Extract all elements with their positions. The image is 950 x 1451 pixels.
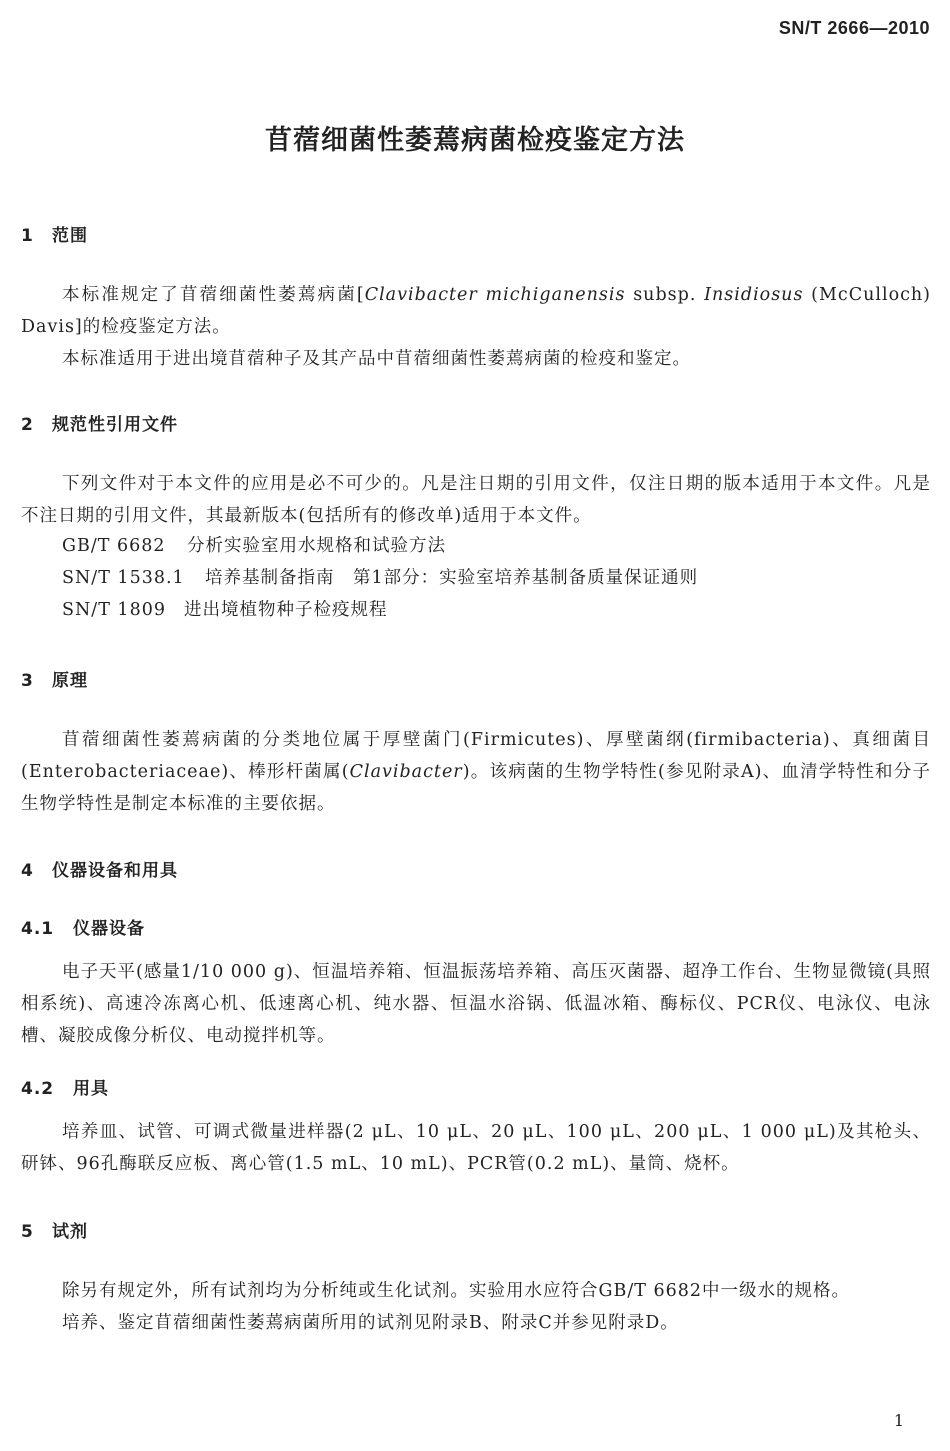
section-title: 仪器设备和用具	[52, 861, 178, 881]
genus-name: Clavibacter	[349, 762, 463, 782]
text: subsp.	[625, 285, 705, 305]
reference-title: 进出境植物种子检疫规程	[184, 600, 388, 620]
section-number: 1	[21, 226, 34, 246]
text: 苜蓿细菌性萎蔫病菌的分类地位属于厚壁菌门(Firmicutes)、厚壁菌纲(firmibacteria)、真细菌目(Enterobacteriaceae)、棒形杆菌属(	[21, 730, 931, 782]
section-2-paragraph: 下列文件对于本文件的应用是必不可少的。凡是注日期的引用文件，仅注日期的版本适用于本文件。凡是不注日期的引用文件，其最新版本(包括所有的修改单)适用于本文件。	[21, 474, 931, 526]
section-4-heading	[21, 856, 178, 881]
section-number: 4	[21, 861, 34, 881]
page-number: 1	[893, 1411, 904, 1430]
reference-code: GB/T 6682	[62, 536, 166, 556]
text: 本标准规定了苜蓿细菌性萎蔫病菌[	[62, 285, 365, 305]
section-4-1-heading	[21, 914, 145, 939]
section-title: 试剂	[52, 1222, 88, 1242]
section-4-1-paragraph: 电子天平(感量1/10 000 g)、恒温培养箱、恒温振荡培养箱、高压灭菌器、超净工作台、生物显微镜(具照相系统)、高速冷冻离心机、低速离心机、纯水器、恒温水浴锅、低温冰箱、酶标仪、PCR仪、电泳仪、电泳槽、凝胶成像分析仪、电动搅拌机等。	[21, 962, 931, 1046]
section-4-2-paragraph: 培养皿、试管、可调式微量进样器(2 μL、10 μL、20 μL、100 μL、200 μL、1 000 μL)及其枪头、研钵、96孔酶联反应板、离心管(1.5 mL、10 mL)、PCR管(0.2 mL)、量筒、烧杯。	[21, 1122, 931, 1174]
section-5-heading	[21, 1217, 88, 1242]
section-5-paragraph-1: 除另有规定外，所有试剂均为分析纯或生化试剂。实验用水应符合GB/T 6682中一级水的规格。	[62, 1281, 851, 1301]
section-title: 范围	[52, 226, 88, 246]
section-3-paragraph	[21, 724, 931, 820]
section-1-heading	[21, 221, 88, 246]
subspecies-name: Insidiosus	[704, 285, 804, 305]
section-4-2-heading	[21, 1074, 109, 1099]
section-number: 2	[21, 415, 34, 435]
section-3-heading	[21, 666, 88, 691]
section-1-paragraph-2: 本标准适用于进出境苜蓿种子及其产品中苜蓿细菌性萎蔫病菌的检疫和鉴定。	[62, 349, 691, 369]
section-title: 仪器设备	[73, 919, 145, 939]
section-number: 5	[21, 1222, 34, 1242]
reference-code: SN/T 1809	[62, 600, 166, 620]
reference-code: SN/T 1538.1	[62, 568, 185, 588]
section-title: 规范性引用文件	[52, 415, 178, 435]
section-title: 原理	[52, 671, 88, 691]
section-1-paragraph-1	[21, 279, 931, 343]
standard-code: SN/T 2666—2010	[778, 18, 930, 38]
species-name: Clavibacter michiganensis	[364, 285, 626, 305]
section-number: 4.1	[21, 919, 55, 939]
document-title: 苜蓿细菌性萎蔫病菌检疫鉴定方法	[265, 125, 685, 156]
reference-title: 培养基制备指南 第1部分：实验室培养基制备质量保证通则	[205, 568, 699, 588]
text: (McCulloch) Davis]的检疫鉴定方法。	[21, 285, 932, 337]
reference-item	[62, 532, 446, 557]
section-2-heading	[21, 410, 178, 435]
text: )。该病菌的生物学特性(参见附录A)、血清学特性和分子生物学特性是制定本标准的主要依据。	[21, 762, 931, 814]
section-number: 3	[21, 671, 34, 691]
section-title: 用具	[73, 1079, 109, 1099]
reference-item	[62, 596, 388, 621]
section-number: 4.2	[21, 1079, 55, 1099]
section-5-paragraph-2: 培养、鉴定苜蓿细菌性萎蔫病菌所用的试剂见附录B、附录C并参见附录D。	[62, 1313, 679, 1333]
reference-item	[62, 564, 698, 589]
reference-title: 分析实验室用水规格和试验方法	[187, 536, 446, 556]
